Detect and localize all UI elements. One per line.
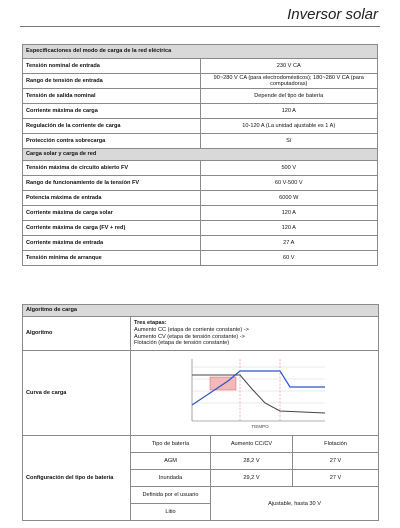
section-header-algorithm <box>23 305 379 317</box>
spec-value: 10-120 A (La unidad ajustable es 1 A) <box>200 119 378 134</box>
battery-boost-voltage: 28,2 V <box>211 453 293 470</box>
spec-row <box>23 251 378 266</box>
spec-label: Corriente máxima de carga solar <box>23 206 201 221</box>
spec-label: Protección contra sobrecarga <box>23 134 201 149</box>
spec-label: Potencia máxima de entrada <box>23 191 201 206</box>
section-title-algorithm: Algoritmo de carga <box>23 305 379 317</box>
specs-table <box>22 44 378 266</box>
spec-row <box>23 59 378 74</box>
spec-value: 500 V <box>200 161 378 176</box>
curve-row <box>23 351 379 436</box>
algorithm-line: Aumento CV (etapa de tensión constante) -> <box>134 333 245 340</box>
spec-row <box>23 74 378 89</box>
curve-label: Curva de carga <box>23 351 131 436</box>
algorithm-line: Aumento CC (etapa de corriente constante) -> <box>134 326 249 333</box>
spec-label: Tensión nominal de entrada <box>23 59 201 74</box>
battery-config-label: Configuración del tipo de batería <box>23 436 131 521</box>
spec-value: 90~280 V CA (para electrodomésticos); 180~280 V CA (para computadoras) <box>200 74 378 89</box>
spec-label: Rango de tensión de entrada <box>23 74 201 89</box>
battery-adjustable-value: Ajustable, hasta 30 V <box>211 487 379 521</box>
algorithm-line: Tres etapas: <box>134 320 167 327</box>
spec-row <box>23 236 378 251</box>
spec-row <box>23 206 378 221</box>
spec-label: Tensión de salida nominal <box>23 89 201 104</box>
charge-algorithm-table <box>22 304 379 521</box>
spec-label: Regulación de la corriente de carga <box>23 119 201 134</box>
spec-row <box>23 191 378 206</box>
battery-boost-voltage: 29,2 V <box>211 470 293 487</box>
spec-value: Depende del tipo de batería <box>200 89 378 104</box>
spec-value: 120 A <box>200 221 378 236</box>
spec-label: Corriente máxima de entrada <box>23 236 201 251</box>
spec-value: 230 V CA <box>200 59 378 74</box>
battery-column-header: Tipo de batería <box>131 436 211 453</box>
spec-value: 120 A <box>200 104 378 119</box>
charging-curve-graphic <box>180 353 330 431</box>
section-title-solar: Carga solar y carga de red <box>23 149 378 161</box>
spec-row <box>23 134 378 149</box>
battery-type: Inundada <box>131 470 211 487</box>
spec-value: Sí <box>200 134 378 149</box>
spec-value: 120 A <box>200 206 378 221</box>
spec-value: 60 V-500 V <box>200 176 378 191</box>
spec-label: Corriente máxima de carga (FV + red) <box>23 221 201 236</box>
battery-header-row <box>23 436 379 453</box>
battery-column-header: Aumento CC/CV <box>211 436 293 453</box>
spec-row <box>23 221 378 236</box>
section-header-grid <box>23 45 378 59</box>
spec-label: Rango de funcionamiento de la tensión FV <box>23 176 201 191</box>
spec-label: Tensión máxima de circuito abierto FV <box>23 161 201 176</box>
algorithm-label: Algoritmo <box>23 317 131 351</box>
spec-label: Tensión mínima de arranque <box>23 251 201 266</box>
spec-value: 6000 W <box>200 191 378 206</box>
spec-row <box>23 161 378 176</box>
spec-value: 60 V <box>200 251 378 266</box>
curve-cell <box>131 351 379 436</box>
algorithm-line: Flotación (etapa de tensión constante) <box>134 340 230 347</box>
spec-label: Corriente máxima de carga <box>23 104 201 119</box>
section-title-grid: Especificaciones del modo de carga de la red eléctrica <box>23 45 378 59</box>
battery-float-voltage: 27 V <box>293 453 379 470</box>
title-rule <box>20 26 380 27</box>
section-header-solar <box>23 149 378 161</box>
battery-column-header: Flotación <box>293 436 379 453</box>
curve-time-label: TIEMPO <box>250 424 269 429</box>
battery-type: AGM <box>131 453 211 470</box>
battery-float-voltage: 27 V <box>293 470 379 487</box>
algorithm-description <box>131 317 379 351</box>
battery-type: Litio <box>131 504 211 521</box>
stage-annotation-box <box>210 377 236 390</box>
spec-row <box>23 119 378 134</box>
spec-row <box>23 104 378 119</box>
algorithm-row <box>23 317 379 351</box>
spec-row <box>23 176 378 191</box>
battery-type: Definida por el usuario <box>131 487 211 504</box>
spec-value: 27 A <box>200 236 378 251</box>
spec-row <box>23 89 378 104</box>
page-title: Inversor solar <box>287 6 378 23</box>
